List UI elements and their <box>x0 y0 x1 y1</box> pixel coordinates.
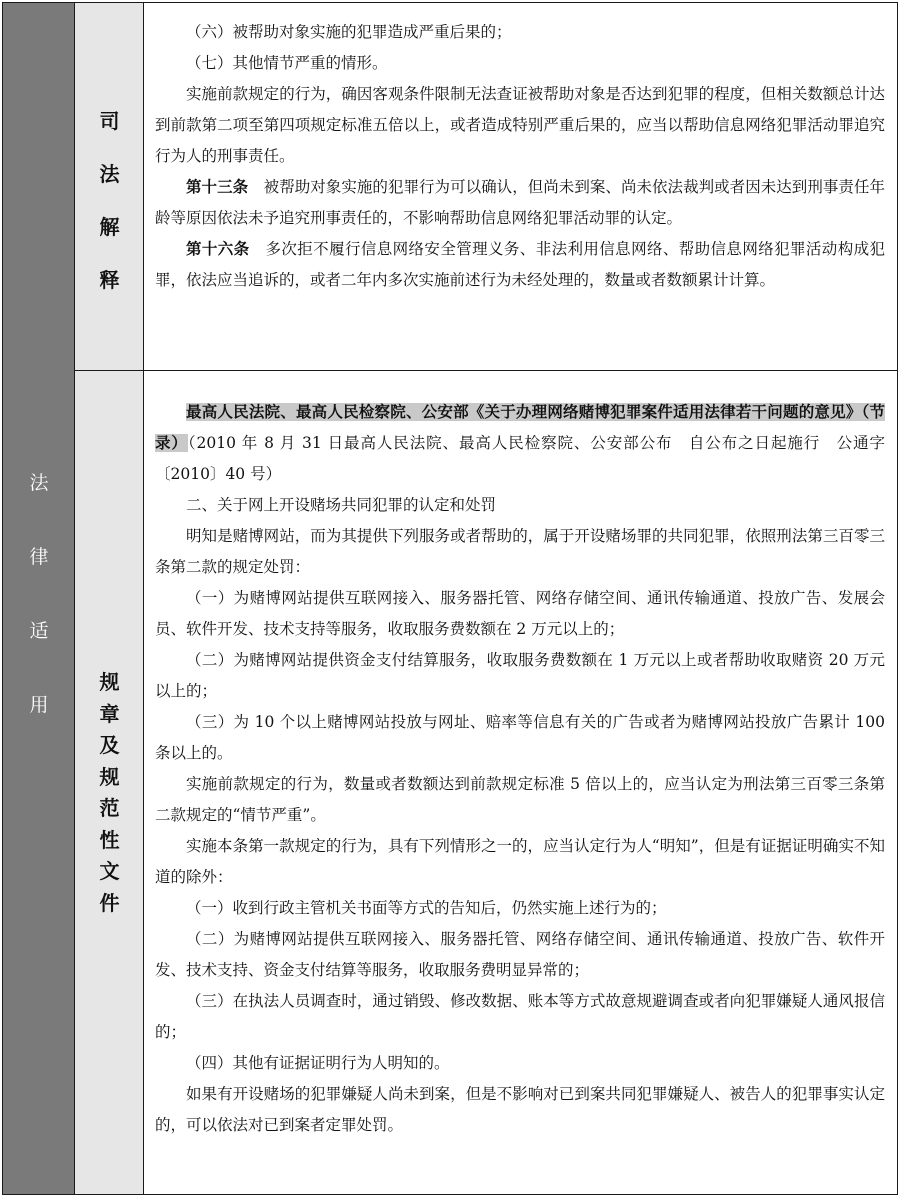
document-source: （2010 年 8 月 31 日最高人民法院、最高人民检察院、公安部公布 自公布之日起施行 公通字〔2010〕40 号） <box>155 434 885 483</box>
paragraph: （二）为赌博网站提供互联网接入、服务器托管、网络存储空间、通讯传输通道、投放广告、软件开发、技术支持、资金支付结算等服务，收取服务费明显异常的； <box>155 930 885 979</box>
category-label <box>3 465 75 724</box>
subcategory-char: 件 <box>99 890 120 915</box>
paragraph: （一）收到行政主管机关书面等方式的告知后，仍然实施上述行为的； <box>186 899 667 917</box>
subcategory-char: 解 <box>99 215 120 239</box>
document-heading <box>155 397 885 490</box>
paragraph: （三）在执法人员调查时，通过销毁、修改数据、账本等方式故意规避调查或者向犯罪嫌疑人通风报信的； <box>155 992 885 1041</box>
regulation-text <box>155 397 885 1141</box>
paragraph: 实施前款规定的行为，数量或者数额达到前款规定标准 5 倍以上的，应当认定为刑法第三百零三条第二款规定的“情节严重”。 <box>155 775 885 824</box>
row-divider <box>75 370 897 371</box>
paragraph: 明知是赌博网站，而为其提供下列服务或者帮助的，属于开设赌场罪的共同犯罪，依照刑法第三百零三条第二款的规定处罚： <box>155 527 885 576</box>
subcategory-char: 释 <box>99 268 120 292</box>
category-char: 用 <box>29 694 49 716</box>
document-title: 最高人民法院、最高人民检察院、公安部《关于办理网络赌博犯罪案件适用法律若干问题的意见》（节录） <box>155 403 885 452</box>
subcategory-char: 法 <box>99 162 120 186</box>
law-table <box>2 2 898 1195</box>
article-number: 第十六条 <box>186 240 250 258</box>
article-paragraph <box>155 234 885 296</box>
subcategory-label-judicial <box>75 95 144 307</box>
subcategory-char: 章 <box>99 701 120 726</box>
paragraph: 实施前款规定的行为，确因客观条件限制无法查证被帮助对象是否达到犯罪的程度，但相关数额总计达到前款第二项至第四项规定标准五倍以上，或者造成特别严重后果的，应当以帮助信息网络犯罪活动罪追究行为人的刑事责任。 <box>155 85 885 165</box>
subcategory-char: 及 <box>99 733 120 757</box>
subcategory-char: 司 <box>99 109 120 133</box>
article-body: 多次拒不履行信息网络安全管理义务、非法利用信息网络、帮助信息网络犯罪活动构成犯罪，依法应当追诉的，或者二年内多次实施前述行为未经处理的，数量或者数额累计计算。 <box>155 240 885 289</box>
article-body: 被帮助对象实施的犯罪行为可以确认，但尚未到案、尚未依法裁判或者因未达到刑事责任年龄等原因依法未予追究刑事责任的，不影响帮助信息网络犯罪活动罪的认定。 <box>155 178 885 227</box>
paragraph: 如果有开设赌场的犯罪嫌疑人尚未到案，但是不影响对已到案共同犯罪嫌疑人、被告人的犯罪事实认定的，可以依法对已到案者定罪处罚。 <box>155 1085 885 1134</box>
judicial-interpretation-text <box>155 17 885 296</box>
subcategory-char: 规 <box>99 670 120 694</box>
subcategory-label-regulations <box>75 667 144 919</box>
paragraph: （二）为赌博网站提供资金支付结算服务，收取服务费数额在 1 万元以上或者帮助收取赌资 20 万元以上的； <box>155 651 885 700</box>
subcategory-char: 范 <box>99 796 120 820</box>
subcategory-char: 规 <box>99 764 120 789</box>
section-heading: 二、关于网上开设赌场共同犯罪的认定和处罚 <box>186 496 497 514</box>
category-char: 律 <box>29 546 49 568</box>
paragraph: （一）为赌博网站提供互联网接入、服务器托管、网络存储空间、通讯传输通道、投放广告、发展会员、软件开发、技术支持等服务，收取服务费数额在 2 万元以上的； <box>155 589 885 638</box>
article-paragraph <box>155 172 885 234</box>
paragraph: （六）被帮助对象实施的犯罪造成严重后果的； <box>186 23 512 41</box>
paragraph: （七）其他情节严重的情形。 <box>186 54 388 72</box>
paragraph: 实施本条第一款规定的行为，具有下列情形之一的，应当认定行为人“明知”，但是有证据证明确实不知道的除外： <box>155 837 885 886</box>
subcategory-char: 文 <box>99 859 120 883</box>
category-char: 法 <box>29 472 49 494</box>
article-number: 第十三条 <box>186 178 249 196</box>
paragraph: （四）其他有证据证明行为人明知的。 <box>186 1054 450 1072</box>
category-char: 适 <box>29 620 49 642</box>
paragraph: （三）为 10 个以上赌博网站投放与网址、赔率等信息有关的广告或者为赌博网站投放广告累计 100 条以上的。 <box>155 713 885 762</box>
subcategory-char: 性 <box>99 827 120 852</box>
